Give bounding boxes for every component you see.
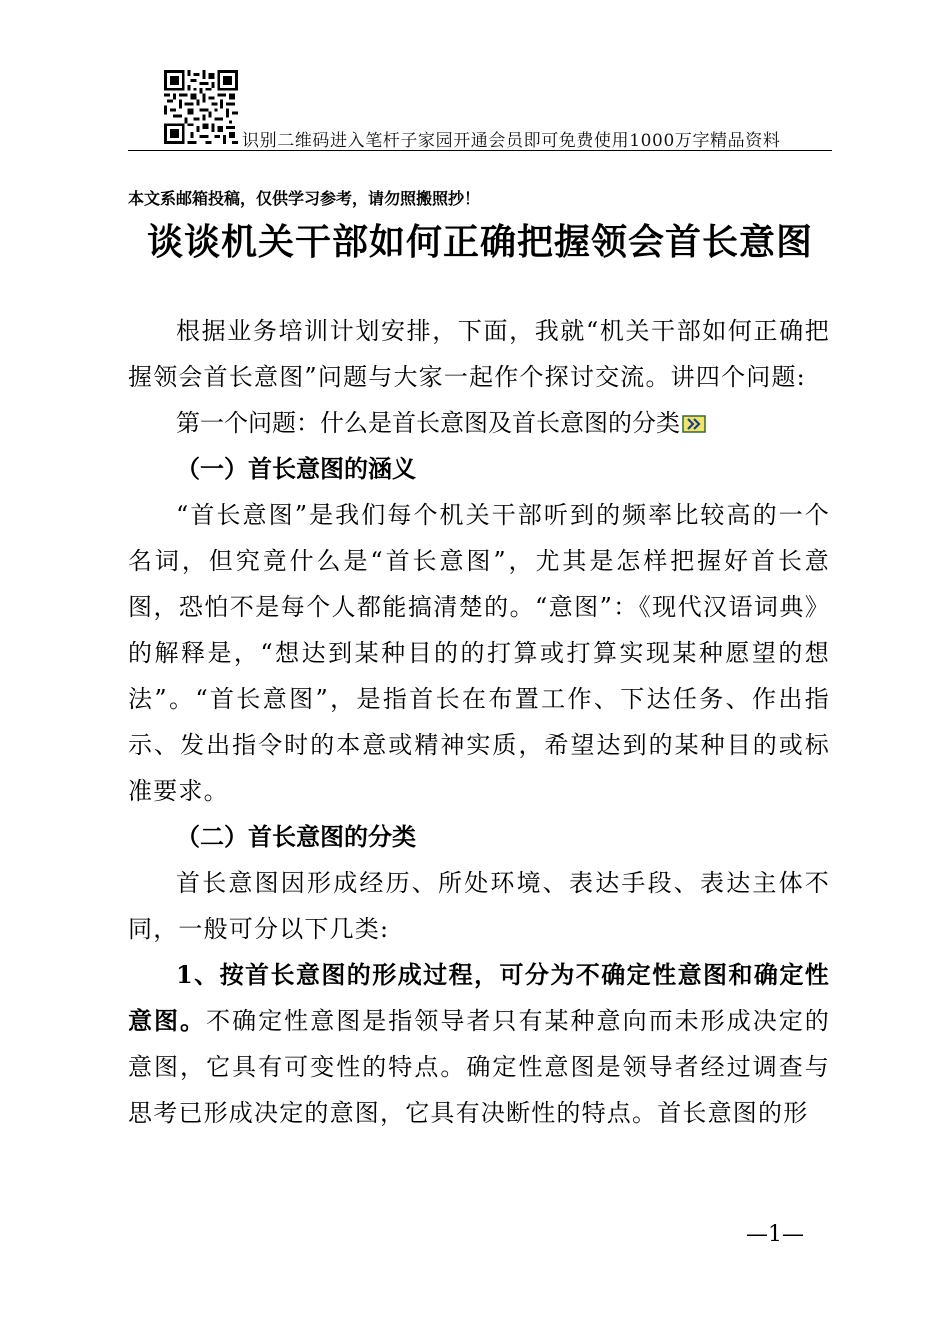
header-banner-text: 识别二维码进入笔杆子家园开通会员即可免费使用1000万字精品资料 [242,131,781,151]
subsection-1-paragraph: “首长意图”是我们每个机关干部听到的频率比较高的一个名词，但究竟什么是“首长意图”，尤其是怎样把握好首长意图，恐怕不是每个人都能搞清楚的。“意图”：《现代汉语词典》的解释是，“想达到某种目的的打算或打算实现某种愿望的想法”。“首长意图”，是指首长在布置工作、下达任务、作出指示、发出指令时的本意或精神实质，希望达到的某种目的或标准要求。 [128,501,830,805]
page-number: —1— [746,1222,804,1247]
item-1-body-text: 不确定性意图是指领导者只有某种意向而未形成决定的意图，它具有可变性的特点。确定性意图是领导者经过调查与思考已形成决定的意图，它具有决断性的特点。首长意图的形 [128,1007,830,1127]
header-divider [128,150,832,151]
section-heading [128,400,830,446]
item-1-bold-lead: 1、按首长意图的形成过程，可分为不确定性意图和确定性意图。 [128,960,830,1035]
page-header [128,64,832,154]
document-title: 谈谈机关干部如何正确把握领会首长意图 [146,222,813,263]
item-1-paragraph [128,952,830,1136]
section-heading-text: 第一个问题：什么是首长意图及首长意图的分类 [176,409,680,437]
copyright-notice: 本文系邮箱投稿，仅供学习参考，请勿照搬照抄！ [128,189,481,208]
intro-paragraph: 根据业务培训计划安排，下面，我就“机关干部如何正确把握领会首长意图”问题与大家一起作个探讨交流。讲四个问题: [128,317,830,391]
subsection-2-paragraph: 首长意图因形成经历、所处环境、表达手段、表达主体不同，一般可分以下几类: [128,869,830,943]
document-body [128,308,830,1136]
qr-code-icon[interactable] [164,70,238,144]
subsection-heading-1: （一）首长意图的涵义 [176,454,416,483]
bookmark-arrow-icon[interactable] [682,415,706,433]
subsection-heading-2: （二）首长意图的分类 [176,822,416,851]
